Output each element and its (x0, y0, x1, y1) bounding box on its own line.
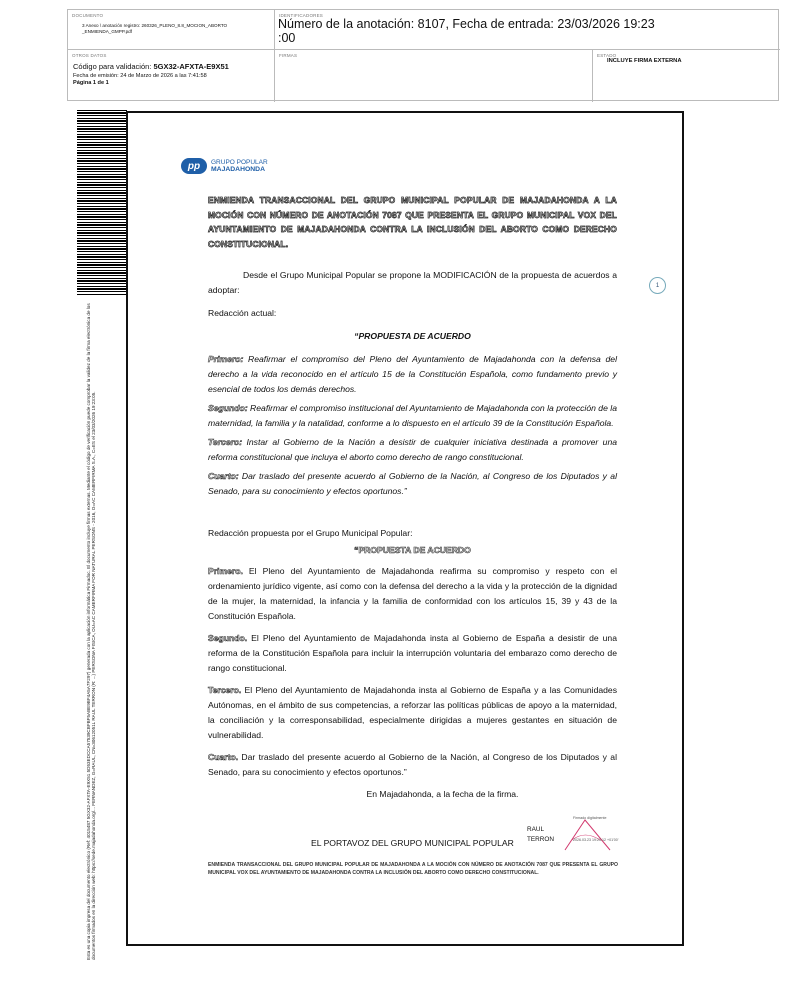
fecha-emision: Fecha de emisión: 24 de Marzo de 2026 a las 7:41:58 (73, 73, 207, 79)
estado-label: ESTADO (597, 53, 617, 58)
propuesta-acuerdo-1-head: Primero. (208, 566, 243, 576)
document-title: ENMIENDA TRANSACCIONAL DEL GRUPO MUNICIPAL POPULAR DE MAJADAHONDA A LA MOCIÓN CON NÚMERO DE ANOTACIÓN 7087 QUE PRESENTA EL GRUPO MUNICIPAL VOX DEL AYUNTAMIENTO DE MAJADAHONDA CONTRA LA INCLUSIÓN DEL ABORTO COMO DERECHO CONSTITUCIONAL. (208, 195, 617, 249)
actual-acuerdo-2 (208, 401, 617, 431)
logo-text (211, 159, 268, 174)
page-footer: ENMIENDA TRANSACCIONAL DEL GRUPO MUNICIPAL POPULAR DE MAJADAHONDA A LA MOCIÓN CON NÚMERO DE ANOTACIÓN 7087 QUE PRESENTA EL GRUPO MUNICIPAL VOX DEL AYUNTAMIENTO DE MAJADAHONDA CONTRA LA INCLUSIÓN DEL ABORTO COMO DERECHO CONSTITUCIONAL. (208, 862, 618, 876)
logo-line1: GRUPO POPULAR (211, 158, 268, 166)
side-verification-text: Esta es una copia impresa del documento electrónico (Ref: 4015487 5GX32-AFXTA-E9X51 5D53EDCCA57539CBFBF5ABE9BF4A5A7F297) generada con la aplicación informática Firmadoc. El documento incluye firmas externas. Mediante el código de verificación puede comprobar la validez de la firma electrónica de los documentos firmados en la dirección web: https://sede.majadahonda.org/... FERNANDEZ, G=RAUL, CN=30612051L RAUL TERRON (R: ...) PERSONA FISICA, OU=AC CAMERFIRMA FOR NATURAL PERSONS - 2016, O=AC CAMERFIRMA S.A., C=ES el 23/03/2026 19:23:05. (86, 303, 97, 960)
redaccion-propuesta-label: Redacción propuesta por el Grupo Municipal Popular: (208, 528, 413, 538)
signature-name (527, 825, 554, 845)
actual-acuerdo-4 (208, 469, 617, 499)
firmas-cell (275, 50, 593, 102)
logo-line2: MAJADAHONDA (211, 166, 265, 173)
pagina-indicator: Página 1 de 1 (73, 80, 109, 86)
documento-cell (68, 10, 275, 50)
redaccion-actual-label: Redacción actual: (208, 308, 277, 318)
identificadores-cell (275, 10, 780, 50)
propuesta-acuerdo-3-head: Tercero. (208, 685, 242, 695)
intro-paragraph: Desde el Grupo Municipal Popular se propone la MODIFICACIÓN de la propuesta de acuerdos a adoptar: (208, 270, 617, 295)
document-body (208, 193, 617, 802)
barcode (77, 110, 127, 295)
actual-acuerdo-3-text: Instar al Gobierno de la Nación a desistir de cualquier iniciativa destinada a promover una reforma constitucional que incluya el aborto como derecho de rango constitucional. (208, 437, 617, 462)
codigo-value: 5GX32-AFXTA-E9X51 (153, 62, 229, 71)
actual-acuerdo-1-head: Primero: (208, 354, 244, 364)
otros-datos-cell (68, 50, 275, 102)
estado-value: INCLUYE FIRMA EXTERNA (607, 58, 682, 64)
signature-name-2: TERRON (527, 836, 554, 843)
documento-value: 3 Anexo \ anotación registro: 260326_PLENO_8.8_MOCION_ABORTO _ENMIENDA_GMPP.pdf (82, 23, 228, 34)
documento-label: DOCUMENTO (72, 13, 104, 18)
comment-marker-icon[interactable]: 1 (649, 277, 666, 294)
propuesta-acuerdo-3 (208, 683, 617, 743)
pp-logo (181, 158, 268, 174)
propuesta-acuerdo-4 (208, 750, 617, 780)
propuesta-acuerdo-4-head: Cuarto. (208, 752, 239, 762)
actual-acuerdo-1-text: Reafirmar el compromiso del Pleno del Ayuntamiento de Majadahonda con la defensa del derecho a la vida reconocido en el artículo 15 de la Constitución Española, como fundamento previo y esencial de todos los demás derechos. (208, 354, 617, 394)
propuesta-heading-actual: “PROPUESTA DE ACUERDO (354, 331, 471, 341)
actual-acuerdo-3 (208, 435, 617, 465)
signature-small-text: Firmado digitalmente (573, 816, 607, 820)
pp-logo-icon: pp (181, 158, 207, 174)
identificadores-label: IDENTIFICADORES (279, 13, 324, 18)
closing-line: En Majadahonda, a la fecha de la firma. (366, 789, 519, 799)
otros-datos-label: OTROS DATOS (72, 53, 107, 58)
propuesta-acuerdo-2-head: Segundo. (208, 633, 248, 643)
anotacion-text: Número de la anotación: 8107, Fecha de entrada: 23/03/2026 19:23 :00 (278, 17, 655, 45)
propuesta-acuerdo-3-text: El Pleno del Ayuntamiento de Majadahonda insta al Gobierno de España y a las Comunidades Autónomas, en el ámbito de sus competencias, a reforzar las políticas públicas de apoyo a la maternidad, la conciliación y la corresponsabilidad, especialmente dirigidas a mujeres gestantes en situación de vulnerabilidad. (208, 685, 617, 740)
propuesta-acuerdo-1 (208, 564, 617, 624)
actual-acuerdo-4-head: Cuarto: (208, 471, 239, 481)
signature-name-1: RAUL (527, 826, 545, 833)
firmas-label: FIRMAS (279, 53, 298, 58)
document-header (67, 9, 779, 101)
actual-acuerdo-2-text: Reafirmar el compromiso institucional del Ayuntamiento de Majadahonda con la protección de la maternidad, la familia y la natalidad, conforme a lo dispuesto en el artículo 39 de la Constitución Española. (208, 403, 617, 428)
propuesta-acuerdo-4-text: Dar traslado del presente acuerdo al Gobierno de la Nación, al Congreso de los Diputados y al Senado, para su conocimiento y efectos oportunos.” (208, 752, 617, 777)
signer-title: EL PORTAVOZ DEL GRUPO MUNICIPAL POPULAR (311, 838, 514, 848)
actual-acuerdo-2-head: Segundo: (208, 403, 248, 413)
propuesta-heading-nueva: “PROPUESTA DE ACUERDO (354, 545, 471, 555)
propuesta-acuerdo-2-text: El Pleno del Ayuntamiento de Majadahonda insta al Gobierno de España a desistir de una reforma de la Constitución Española para incluir la interrupción voluntaria del embarazo como derecho de rango constitucional. (208, 633, 617, 673)
signature-date: 2026.03.23 19:23:12 +01'00' (573, 838, 619, 842)
actual-acuerdo-3-head: Tercero: (208, 437, 243, 447)
actual-acuerdo-1 (208, 352, 617, 397)
propuesta-acuerdo-2 (208, 631, 617, 676)
codigo-label: Código para validación: (73, 62, 152, 71)
actual-acuerdo-4-text: Dar traslado del presente acuerdo al Gobierno de la Nación, al Congreso de los Diputados y al Senado, para su conocimiento y efectos oportunos.” (208, 471, 617, 496)
estado-cell (593, 50, 780, 102)
propuesta-acuerdo-1-text: El Pleno del Ayuntamiento de Majadahonda reafirma su compromiso y respeto con el ordenamiento jurídico vigente, así como con la defensa del derecho a la vida y la protección de la dignidad de la mujer, la maternidad, la infancia y la familia de conformidad con los artículos 15, 39 y 43 de la Constitución Española. (208, 566, 617, 621)
